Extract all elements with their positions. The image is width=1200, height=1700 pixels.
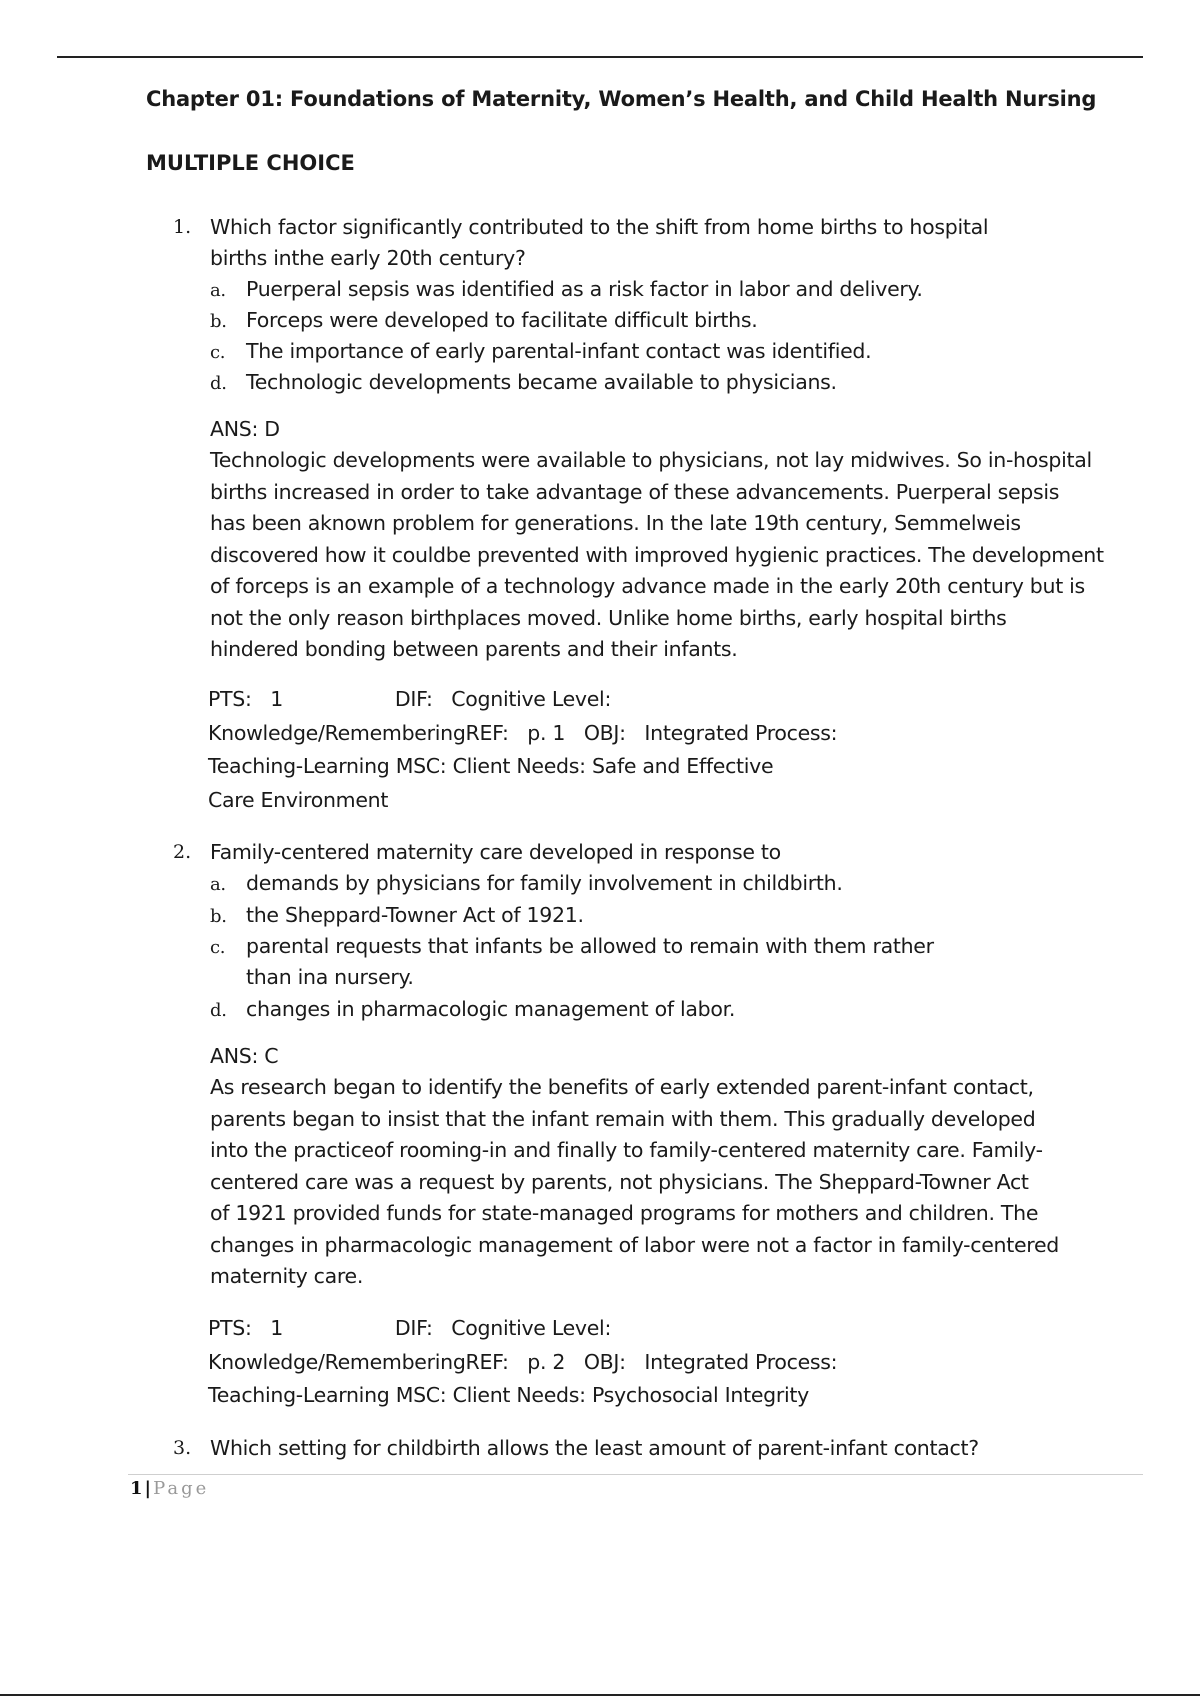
answer-option	[210, 900, 584, 932]
rationale-line: into the practiceof rooming-in and finally to family-centered maternity care. Family-	[210, 1138, 1043, 1162]
option-letter: a.	[210, 280, 226, 301]
option-text: Forceps were developed to facilitate difficult births.	[246, 308, 758, 332]
rationale-line: of 1921 provided funds for state-managed programs for mothers and children. The	[210, 1201, 1039, 1225]
question-meta-line: Care Environment	[208, 788, 389, 812]
rationale-line: hindered bonding between parents and their infants.	[210, 637, 738, 661]
question-number: 2.	[173, 841, 192, 863]
answer-option	[210, 274, 923, 306]
answer-key: ANS: C	[210, 1044, 279, 1068]
option-letter: b.	[210, 311, 227, 332]
answer-option	[210, 868, 843, 900]
rationale-line: births increased in order to take advantage of these advancements. Puerperal sepsis	[210, 480, 1060, 504]
answer-option	[210, 931, 934, 963]
answer-option	[210, 336, 871, 368]
option-letter: b.	[210, 906, 227, 927]
option-text: than ina nursery.	[246, 965, 414, 989]
question-meta-line: Teaching-Learning MSC: Client Needs: Safe and Effective	[208, 754, 774, 778]
answer-option	[210, 994, 735, 1026]
option-text: parental requests that infants be allowed to remain with them rather	[246, 934, 934, 958]
option-letter: d.	[210, 1000, 227, 1021]
option-text: demands by physicians for family involvement in childbirth.	[246, 871, 843, 895]
section-title: MULTIPLE CHOICE	[146, 151, 355, 175]
option-text: the Sheppard-Towner Act of 1921.	[246, 903, 584, 927]
chapter-title: Chapter 01: Foundations of Maternity, Women’s Health, and Child Health Nursing	[146, 87, 1097, 111]
question-meta-line	[208, 1346, 837, 1380]
question-meta-line	[208, 717, 837, 751]
meta-text: PTS: 1 DIF: Cognitive Level:	[208, 687, 612, 711]
bottom-rule	[0, 1694, 1200, 1696]
rationale-line: Technologic developments were available to physicians, not lay midwives. So in-hospital	[210, 448, 1092, 472]
answer-option	[210, 367, 837, 399]
answer-key: ANS: D	[210, 417, 280, 441]
option-text: changes in pharmacologic management of labor.	[246, 997, 736, 1021]
question-stem-line: births inthe early 20th century?	[210, 246, 526, 270]
question-stem-line: Which factor significantly contributed to the shift from home births to hospital	[210, 215, 989, 239]
rationale-line: has been aknown problem for generations. In the late 19th century, Semmelweis	[210, 511, 1021, 535]
meta-text: Knowledge/RememberingREF: p. 1 OBJ: Integrated Process:	[208, 721, 838, 745]
question-number: 3.	[173, 1437, 192, 1459]
footer-separator: |	[144, 1478, 152, 1499]
option-letter: c.	[210, 937, 226, 958]
question-meta-line	[208, 1312, 611, 1346]
option-letter: a.	[210, 874, 226, 895]
rationale-line: As research began to identify the benefits of early extended parent-infant contact,	[210, 1075, 1034, 1099]
page-footer	[130, 1478, 209, 1499]
meta-text: Knowledge/RememberingREF: p. 2 OBJ: Integrated Process:	[208, 1350, 838, 1374]
option-letter: c.	[210, 342, 226, 363]
rationale-line: not the only reason birthplaces moved. Unlike home births, early hospital births	[210, 606, 1007, 630]
page-label: Page	[153, 1478, 210, 1499]
question-stem-line: Family-centered maternity care developed in response to	[210, 840, 781, 864]
answer-option-continued	[210, 962, 414, 993]
rationale-line: changes in pharmacologic management of labor were not a factor in family-centered	[210, 1233, 1060, 1257]
answer-option	[210, 305, 757, 337]
question-stem-line: Which setting for childbirth allows the least amount of parent-infant contact?	[210, 1436, 979, 1460]
page-number: 1	[130, 1478, 143, 1499]
option-letter: d.	[210, 373, 227, 394]
question-number: 1.	[173, 216, 192, 238]
question-meta-line: Teaching-Learning MSC: Client Needs: Psychosocial Integrity	[208, 1383, 809, 1407]
rationale-line: parents began to insist that the infant remain with them. This gradually developed	[210, 1107, 1036, 1131]
question-meta-line	[208, 683, 611, 717]
option-text: Technologic developments became available to physicians.	[246, 370, 837, 394]
rationale-line: maternity care.	[210, 1264, 364, 1288]
option-text: The importance of early parental-infant contact was identified.	[246, 339, 872, 363]
rationale-line: discovered how it couldbe prevented with improved hygienic practices. The development	[210, 543, 1104, 567]
footer-rule	[128, 1474, 1143, 1475]
option-text: Puerperal sepsis was identified as a risk factor in labor and delivery.	[246, 277, 923, 301]
top-rule	[57, 56, 1143, 58]
rationale-line: of forceps is an example of a technology advance made in the early 20th century but is	[210, 574, 1085, 598]
rationale-line: centered care was a request by parents, not physicians. The Sheppard-Towner Act	[210, 1170, 1029, 1194]
meta-text: PTS: 1 DIF: Cognitive Level:	[208, 1316, 612, 1340]
